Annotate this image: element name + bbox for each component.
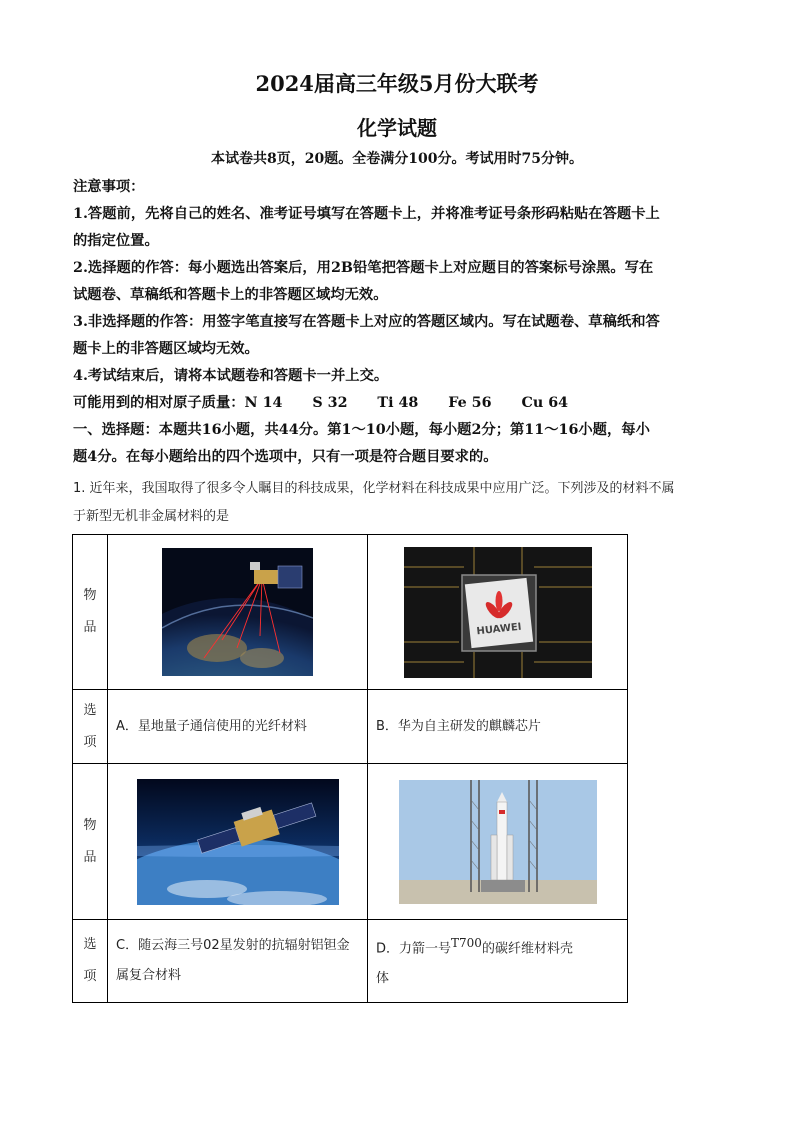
note-line: 的指定位置。: [73, 233, 159, 249]
row-label-item: 物 品: [73, 764, 108, 920]
question-1-stem: 1. 近年来，我国取得了很多令人瞩目的科技成果，化学材料在科技成果中应用广泛。下列涉及的材料不属: [73, 481, 675, 496]
option-c: C．随云海三号02星发射的抗辐射铝钽金 属复合材料: [116, 938, 350, 983]
section-heading-cont: 题4分。在每小题给出的四个选项中，只有一项是符合题目要求的。: [73, 449, 498, 465]
atomic-masses: 可能用到的相对原子质量：N 14 S 32 Ti 48 Fe 56 Cu 64: [73, 395, 569, 411]
satellite-earth-image: [162, 548, 313, 676]
option-b: B．华为自主研发的麒麟芯片: [376, 718, 541, 734]
image-cell-d: [368, 764, 628, 920]
option-a: A．星地量子通信使用的光纤材料: [116, 718, 307, 734]
question-1-stem-cont: 于新型无机非金属材料的是: [73, 509, 230, 524]
options-table: [72, 534, 628, 1003]
notes-heading: 注意事项：: [73, 179, 145, 195]
row-label-option: 选 项: [73, 920, 108, 1003]
note-line: 4.考试结束后，请将本试题卷和答题卡一并上交。: [73, 368, 389, 384]
note-line: 题卡上的非答题区域均无效。: [73, 341, 259, 357]
image-cell-a: [108, 535, 368, 690]
row-label-item: 物 品: [73, 535, 108, 690]
row-label-option: 选 项: [73, 690, 108, 764]
note-line: 试题卷、草稿纸和答题卡上的非答题区域均无效。: [73, 287, 388, 303]
exam-intro: 本试卷共8页，20题。全卷满分100分。考试用时75分钟。: [211, 151, 583, 167]
note-line: 3.非选择题的作答：用签字笔直接写在答题卡上对应的答题区域内。写在试题卷、草稿纸和答: [73, 314, 660, 330]
note-line: 1.答题前，先将自己的姓名、准考证号填写在答题卡上，并将准考证号条形码粘贴在答题卡上: [73, 206, 660, 222]
image-cell-c: [108, 764, 368, 920]
note-line: 2.选择题的作答：每小题选出答案后，用2B铅笔把答题卡上对应题目的答案标号涂黑。写在: [73, 260, 654, 276]
chip-logo-text: HUAWEI: [475, 621, 522, 637]
subject-title: 化学试题: [357, 116, 437, 140]
satellite-orbit-image: [137, 779, 339, 905]
option-d: D．力箭一号$^{T700}$的碳纤维材料壳 体: [376, 935, 573, 987]
section-heading: 一、选择题：本题共16小题，共44分。第1～10小题，每小题2分；第11～16小题，每小: [73, 422, 650, 438]
exam-title: 2024届高三年级5月份大联考: [255, 71, 539, 96]
kirin-chip-image: [404, 547, 592, 678]
rocket-launchpad-image: [399, 780, 597, 904]
image-cell-b: [368, 535, 628, 690]
